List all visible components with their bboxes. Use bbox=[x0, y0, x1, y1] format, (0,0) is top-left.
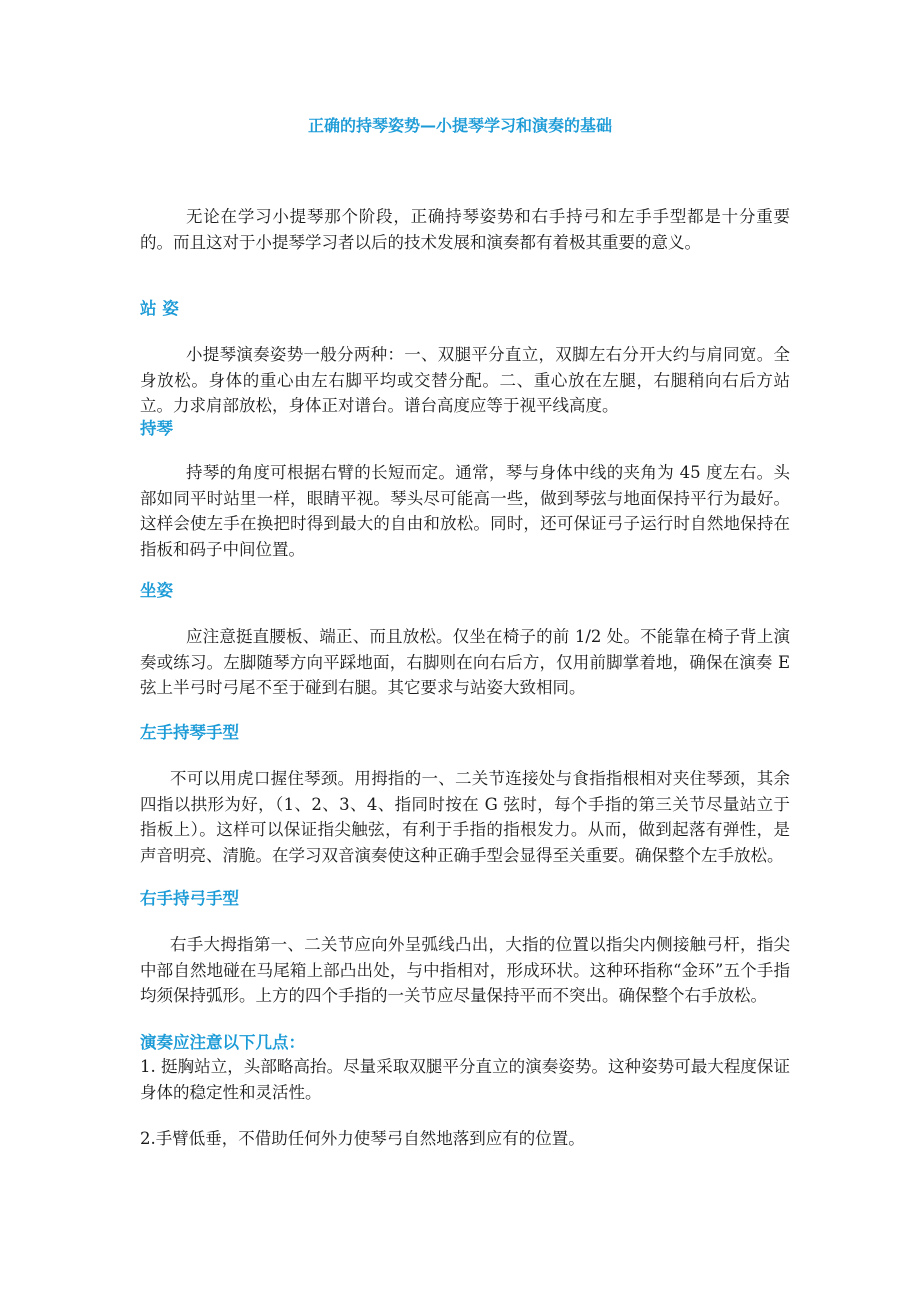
document-title: 正确的持琴姿势—小提琴学习和演奏的基础 bbox=[307, 116, 612, 135]
paragraph-left-hand: 不可以用虎口握住琴颈。用拇指的一、二关节连接处与食指指根相对夹住琴颈，其余四指以拱形为好，（1、2、3、4、指同时按在 G 弦时，每个手指的第三关节尽量站立于指板上）。这样可以保证指尖触弦，有利于手指的指根发力。从而，做到起落有弹性，是声音明亮、清脆。在学习双音演奏使这种正确手型会显得至关重要。确保整个左手放松。 bbox=[140, 769, 790, 865]
paragraph-right-hand: 右手大拇指第一、二关节应向外呈弧线凸出，大指的位置以指尖内侧接触弓杆，指尖中部自然地碰在马尾箱上部凸出处，与中指相对，形成环状。这种环指称“金环”五个手指均须保持弧形。上方的四个手指的一关节应尽量保持平而不突出。确保整个右手放松。 bbox=[140, 935, 790, 1005]
intro-paragraph: 无论在学习小提琴那个阶段，正确持琴姿势和右手持弓和左手手型都是十分重要的。而且这对于小提琴学习者以后的技术发展和演奏都有着极其重要的意义。 bbox=[140, 207, 790, 252]
heading-performance-notes: 演奏应注意以下几点： bbox=[140, 1033, 305, 1052]
heading-right-hand: 右手持弓手型 bbox=[140, 889, 239, 908]
heading-holding-violin: 持琴 bbox=[140, 419, 173, 438]
point-1: 1. 挺胸站立，头部略高抬。尽量采取双腿平分直立的演奏姿势。这种姿势可最大程度保证身体的稳定性和灵活性。 bbox=[140, 1057, 790, 1102]
paragraph-holding-violin: 持琴的角度可根据右臂的长短而定。通常，琴与身体中线的夹角为 45 度左右。头部如同平时站里一样，眼睛平视。琴头尽可能高一些，做到琴弦与地面保持平行为最好。这样会使左手在换把时得到最大的自由和放松。同时，还可保证弓子运行时自然地保持在指板和码子中间位置。 bbox=[140, 463, 790, 559]
point-2: 2.手臂低垂，不借助任何外力使琴弓自然地落到应有的位置。 bbox=[140, 1129, 585, 1148]
heading-sitting: 坐姿 bbox=[140, 581, 173, 600]
paragraph-standing: 小提琴演奏姿势一般分两种：一、双腿平分直立，双脚左右分开大约与肩同宽。全身放松。身体的重心由左右脚平均或交替分配。二、重心放在左腿，右腿稍向右后方站立。力求肩部放松，身体正对谱台。谱台高度应等于视平线高度。 bbox=[140, 345, 790, 415]
paragraph-sitting: 应注意挺直腰板、端正、而且放松。仅坐在椅子的前 1/2 处。不能靠在椅子背上演奏或练习。左脚随琴方向平踩地面，右脚则在向右后方，仅用前脚掌着地，确保在演奏 E 弦上半弓时弓尾不至于碰到右腿。其它要求与站姿大致相同。 bbox=[140, 627, 790, 697]
heading-left-hand: 左手持琴手型 bbox=[140, 723, 239, 742]
heading-standing: 站 姿 bbox=[140, 299, 179, 318]
